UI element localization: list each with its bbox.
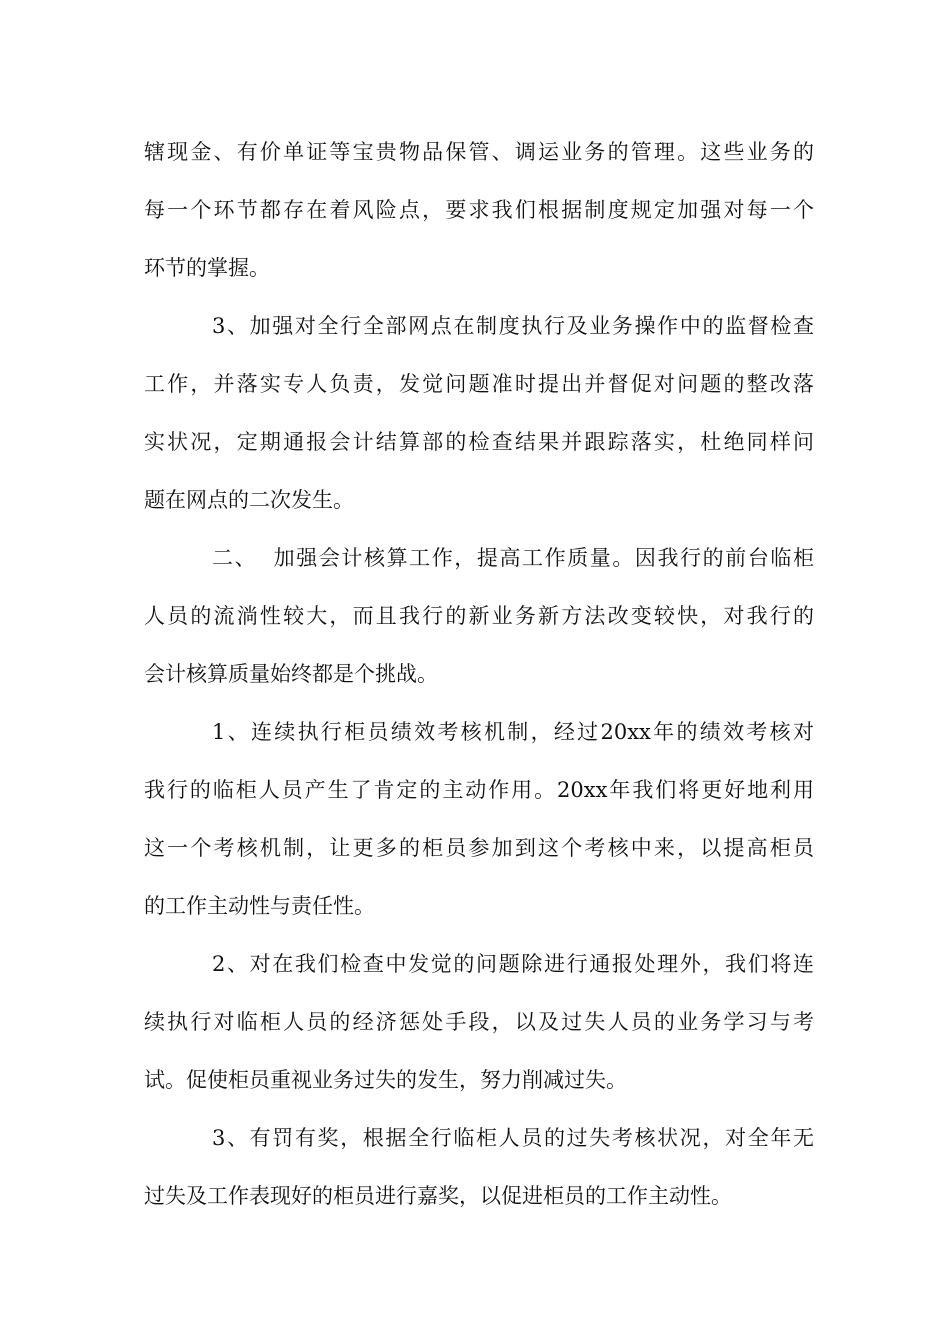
paragraph-5	[144, 935, 814, 1109]
paragraph-3	[144, 529, 814, 703]
paragraph-line: 我行的临柜人员产生了肯定的主动作用。20xx年我们将更好地利用	[144, 778, 814, 802]
paragraph-line: 过失及工作表现好的柜员进行嘉奖，以促进柜员的工作主动性。	[144, 1184, 732, 1208]
paragraph-line: 续执行对临柜人员的经济惩处手段，以及过失人员的业务学习与考	[144, 1010, 814, 1034]
paragraph-line: 3、加强对全行全部网点在制度执行及业务操作中的监督检查	[212, 314, 814, 338]
paragraph-2	[144, 297, 814, 529]
paragraph-line: 辖现金、有价单证等宝贵物品保管、调运业务的管理。这些业务的	[144, 140, 814, 164]
paragraph-line: 这一个考核机制，让更多的柜员参加到这个考核中来，以提高柜员	[144, 836, 814, 860]
paragraph-line: 2、对在我们检查中发觉的问题除进行通报处理外，我们将连	[212, 952, 814, 976]
paragraph-line: 实状况，定期通报会计结算部的检查结果并跟踪落实，杜绝同样问	[144, 430, 814, 454]
paragraph-line: 的工作主动性与责任性。	[144, 894, 375, 918]
paragraph-line: 试。促使柜员重视业务过失的发生，努力削减过失。	[144, 1068, 627, 1092]
paragraph-line: 3、有罚有奖，根据全行临柜人员的过失考核状况，对全年无	[212, 1126, 814, 1150]
paragraph-line: 题在网点的二次发生。	[144, 488, 354, 512]
paragraph-line: 工作，并落实专人负责，发觉问题准时提出并督促对问题的整改落	[144, 372, 814, 396]
paragraph-line: 二、 加强会计核算工作，提高工作质量。因我行的前台临柜	[212, 546, 814, 570]
paragraph-line: 会计核算质量始终都是个挑战。	[144, 662, 438, 686]
paragraph-1	[144, 123, 814, 297]
paragraph-line: 1、连续执行柜员绩效考核机制，经过20xx年的绩效考核对	[212, 720, 814, 744]
paragraph-6	[144, 1109, 814, 1225]
paragraph-line: 人员的流淌性较大，而且我行的新业务新方法改变较快，对我行的	[144, 604, 814, 628]
paragraph-line: 每一个环节都存在着风险点，要求我们根据制度规定加强对每一个	[144, 198, 814, 222]
paragraph-line: 环节的掌握。	[144, 256, 270, 280]
paragraph-4	[144, 703, 814, 935]
